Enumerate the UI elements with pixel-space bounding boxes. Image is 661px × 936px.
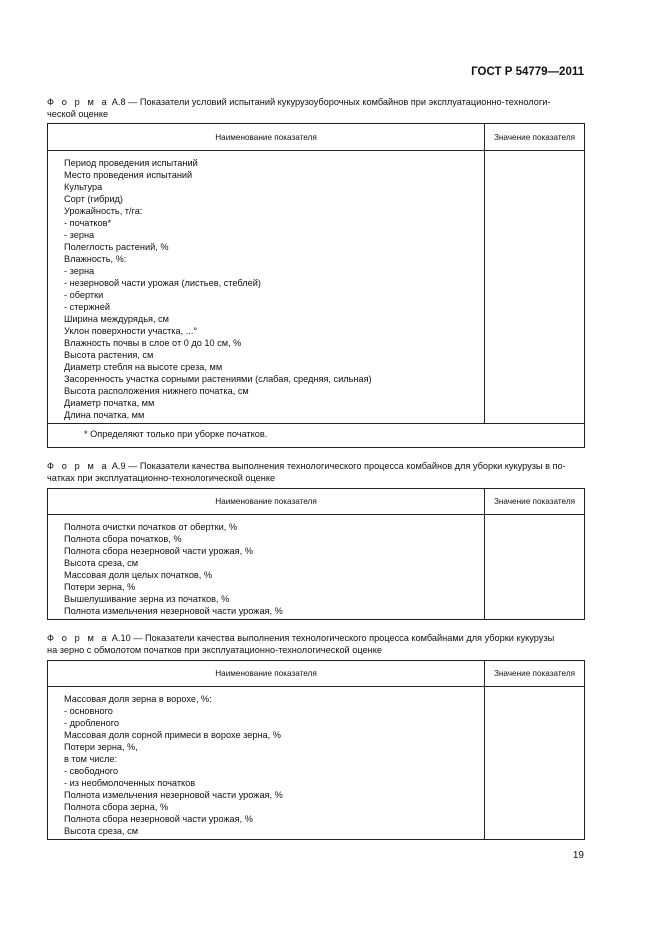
list-item: - зерна	[64, 230, 95, 240]
list-item: Урожайность, т/га:	[64, 206, 143, 216]
column-header-value: Значение показателя	[485, 489, 585, 515]
list-item: Длина початка, мм	[64, 410, 145, 420]
list-item: - незерновой части урожая (листьев, стеблей)	[64, 278, 261, 288]
list-item: Высота растения, см	[64, 350, 154, 360]
indicator-list	[48, 687, 485, 840]
page-number: 19	[572, 850, 584, 861]
standard-designation: ГОСТ Р 54779—2011	[471, 66, 584, 78]
list-item: Место проведения испытаний	[64, 170, 193, 180]
list-item: Культура	[64, 182, 103, 192]
list-item: Влажность почвы в слое от 0 до 10 см, %	[64, 338, 242, 348]
indicator-list	[48, 151, 485, 424]
value-cell	[485, 687, 585, 840]
list-item: Высота среза, см	[64, 558, 139, 568]
list-item: - початков*	[64, 218, 112, 228]
list-item: Уклон поверхности участка, ...°	[64, 326, 198, 336]
list-item: Засоренность участка сорными растениями (слабая, средняя, сильная)	[64, 374, 372, 384]
list-item: Высота расположения нижнего початка, см	[64, 386, 249, 396]
list-item: Полнота очистки початков от обертки, %	[64, 522, 237, 532]
column-header-name: Наименование показателя	[48, 661, 485, 687]
list-item: - зерна	[64, 266, 95, 276]
list-item: Период проведения испытаний	[64, 158, 198, 168]
form-a8-caption: Ф о р м а А.8 — Показатели условий испытаний кукурузоуборочных комбайнов при эксплуатационно-технологи- ческой оценке	[47, 97, 551, 119]
forma-word: Ф о р м а	[47, 461, 110, 471]
list-item: Полнота измельчения незерновой части урожая, %	[64, 790, 283, 800]
list-item: - обертки	[64, 290, 104, 300]
list-item: - свободного	[64, 766, 119, 776]
list-item: Полнота измельчения незерновой части урожая, %	[64, 606, 283, 616]
list-item: Массовая доля зерна в ворохе, %:	[64, 694, 212, 704]
value-cell	[485, 515, 585, 620]
footnote: * Определяют только при уборке початков.	[48, 424, 585, 448]
list-item: Массовая доля целых початков, %	[64, 570, 213, 580]
form-a10-caption: Ф о р м а А.10 — Показатели качества выполнения технологического процесса комбайнами для уборки кукурузы на зерно с обмолотом початков при эксплуатационно-технологической оценке	[47, 633, 555, 655]
list-item: Диаметр початка, мм	[64, 398, 155, 408]
list-item: Полнота сбора зерна, %	[64, 802, 169, 812]
form-a9-caption: Ф о р м а А.9 — Показатели качества выполнения технологического процесса комбайнов для уборки кукурузы в по- чатках при эксплуатационно-технологической оценке	[47, 461, 566, 483]
forma-word: Ф о р м а	[47, 633, 110, 643]
list-item: Массовая доля сорной примеси в ворохе зерна, %	[64, 730, 281, 740]
list-item: Потери зерна, %	[64, 582, 136, 592]
list-item: Сорт (гибрид)	[64, 194, 123, 204]
list-item: Влажность, %:	[64, 254, 127, 264]
column-header-value: Значение показателя	[485, 661, 585, 687]
forma-word: Ф о р м а	[47, 97, 110, 107]
list-item: Вышелушивание зерна из початков, %	[64, 594, 230, 604]
column-header-name: Наименование показателя	[48, 489, 485, 515]
list-item: - стержней	[64, 302, 110, 312]
list-item: Полнота сбора незерновой части урожая, %	[64, 546, 253, 556]
indicator-list	[48, 515, 485, 620]
list-item: Диаметр стебля на высоте среза, мм	[64, 362, 223, 372]
list-item: - из необмолоченных початков	[64, 778, 196, 788]
column-header-name: Наименование показателя	[48, 124, 485, 151]
list-item: Полеглость растений, %	[64, 242, 169, 252]
list-item: - дробленого	[64, 718, 119, 728]
form-a8-table	[47, 123, 585, 448]
form-a10-table	[47, 660, 585, 840]
value-cell	[485, 151, 585, 424]
list-item: в том числе:	[64, 754, 118, 764]
list-item: - основного	[64, 706, 113, 716]
form-a9-table	[47, 488, 585, 620]
list-item: Высота среза, см	[64, 826, 139, 836]
list-item: Полнота сбора незерновой части урожая, %	[64, 814, 253, 824]
column-header-value: Значение показателя	[485, 124, 585, 151]
list-item: Потери зерна, %,	[64, 742, 138, 752]
list-item: Ширина междурядья, см	[64, 314, 169, 324]
list-item: Полнота сбора початков, %	[64, 534, 182, 544]
